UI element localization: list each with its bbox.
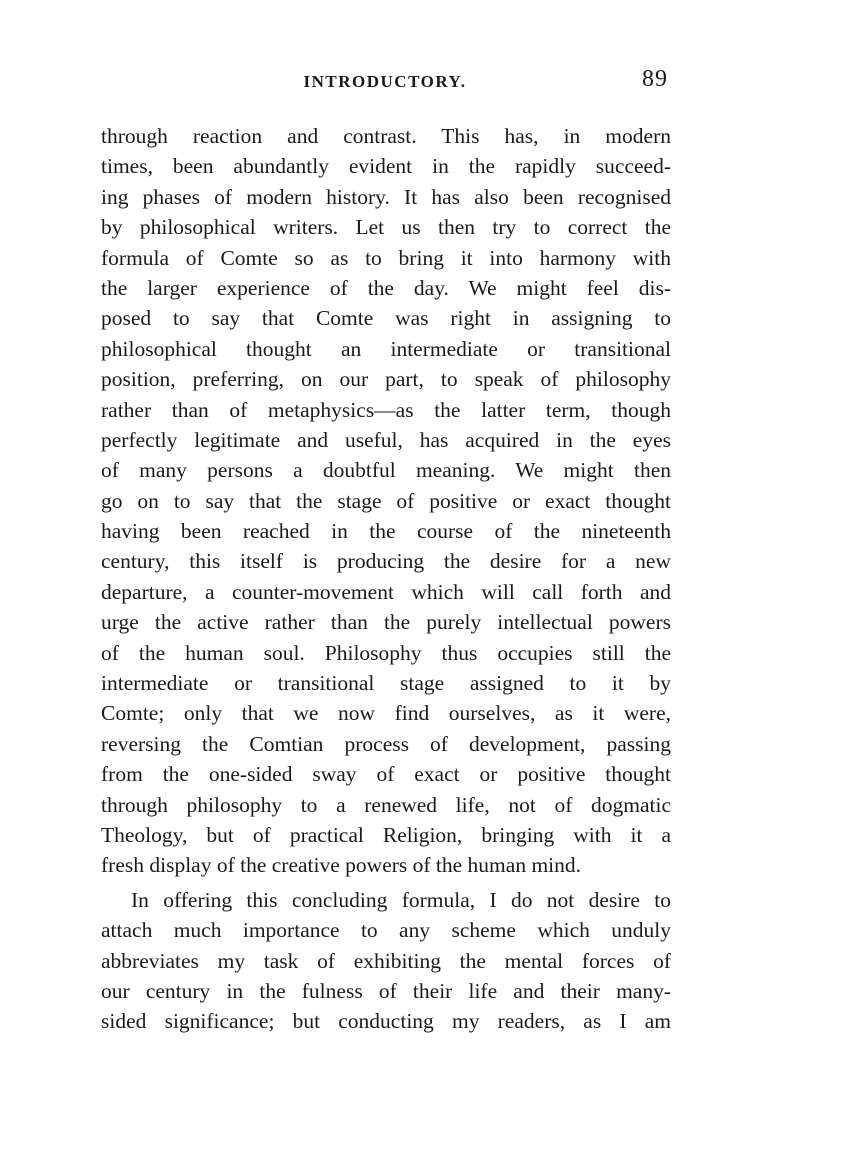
- text-line: urge the active rather than the purely intellectual powers: [101, 610, 671, 635]
- text-line: sided significance; but conducting my readers, as I am: [101, 1009, 671, 1034]
- text-line: departure, a counter-movement which will call forth and: [101, 579, 671, 604]
- text-line: abbreviates my task of exhibiting the mental forces of: [101, 948, 671, 973]
- text-line: by philosophical writers. Let us then try to correct the: [101, 215, 671, 240]
- text-line: of the human soul. Philosophy thus occupies still the: [101, 640, 671, 665]
- text-line: through philosophy to a renewed life, not of dogmatic: [101, 792, 671, 817]
- text-line: of many persons a doubtful meaning. We might then: [101, 458, 671, 483]
- text-line: century, this itself is producing the desire for a new: [101, 549, 671, 574]
- text-line: Comte; only that we now find ourselves, as it were,: [101, 701, 671, 726]
- text-line: having been reached in the course of the nineteenth: [101, 519, 671, 544]
- text-line: philosophical thought an intermediate or transitional: [101, 336, 671, 361]
- text-line: times, been abundantly evident in the rapidly succeed-: [101, 154, 671, 179]
- text-line: posed to say that Comte was right in assigning to: [101, 306, 671, 331]
- text-line: intermediate or transitional stage assigned to it by: [101, 671, 671, 696]
- text-line: perfectly legitimate and useful, has acquired in the eyes: [101, 427, 671, 452]
- text-line: through reaction and contrast. This has, in modern: [101, 124, 671, 148]
- running-head: [100, 66, 670, 106]
- body-text: [101, 121, 671, 1037]
- text-line: our century in the fulness of their life and their many-: [101, 978, 671, 1003]
- paragraph-1: [101, 121, 671, 881]
- text-line: In offering this concluding formula, I do not desire to: [131, 887, 671, 912]
- paragraph-2: [101, 885, 671, 1037]
- running-title: INTRODUCTORY.: [303, 72, 467, 91]
- text-line: fresh display of the creative powers of the human mind.: [101, 853, 582, 878]
- text-line: formula of Comte so as to bring it into harmony with: [101, 245, 671, 270]
- text-line: rather than of metaphysics—as the latter term, though: [101, 397, 671, 422]
- text-line: Theology, but of practical Religion, bringing with it a: [101, 822, 671, 847]
- text-line: position, preferring, on our part, to speak of philosophy: [101, 367, 671, 392]
- text-line: the larger experience of the day. We might feel dis-: [101, 275, 671, 300]
- page-number: 89: [642, 66, 668, 92]
- text-line: reversing the Comtian process of development, passing: [101, 731, 671, 756]
- text-line: ing phases of modern history. It has also been recognised: [101, 184, 671, 209]
- text-line: attach much importance to any scheme which unduly: [101, 918, 671, 943]
- text-line: from the one-sided sway of exact or positive thought: [101, 762, 671, 787]
- text-line: go on to say that the stage of positive or exact thought: [101, 488, 671, 513]
